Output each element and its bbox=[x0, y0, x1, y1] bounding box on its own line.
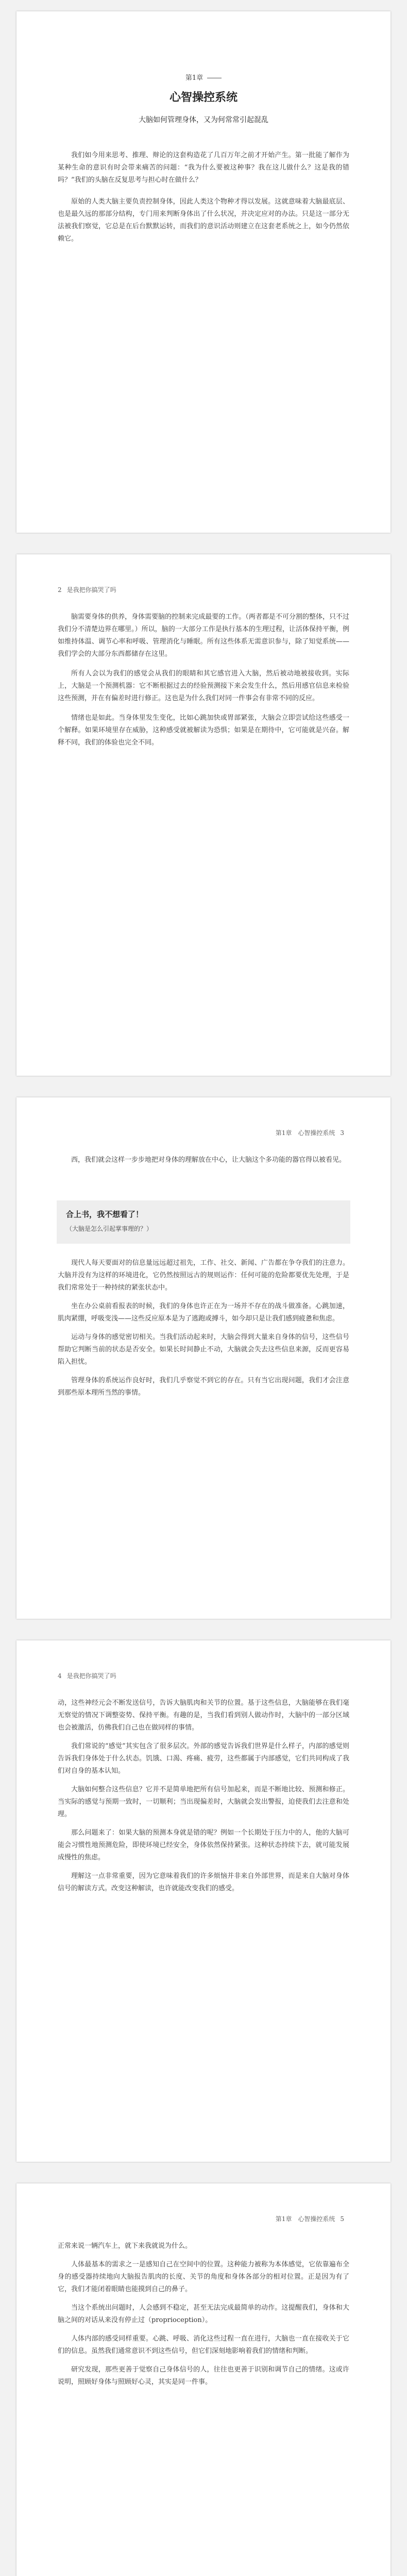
page-number: 2 bbox=[58, 586, 62, 594]
paragraph: 正常来说一辆汽车上，就下来我就说为什么。 bbox=[58, 2242, 192, 2250]
paragraph: 原始的人类大脑主要负责控制身体，因此人类这个物种才得以发展。这就意味着大脑最底层、也是最久远的那部分结构，专门用来判断身体出了什么状况，并决定应对的办法。只是这一部分无法被我们察觉，它总是在后台默默运转，而我们的意识活动则建立在这套老系统之上，如今仍然依赖它。 bbox=[58, 198, 349, 243]
page-3-body bbox=[58, 1257, 349, 1399]
paragraph: 动，这些神经元会不断发送信号，告诉大脑肌肉和关节的位置。基于这些信息，大脑能够在我们毫无察觉的情况下调整姿势、保持平衡。有趣的是，当我们看到别人做动作时，大脑中的一部分区域也会被激活，仿佛我们自己也在做同样的事情。 bbox=[58, 1699, 349, 1732]
section-box bbox=[57, 1200, 350, 1244]
running-header bbox=[58, 1128, 349, 1137]
page-5-body bbox=[58, 2240, 349, 2388]
page-3-intro bbox=[58, 1154, 349, 1166]
running-title: 第1章 心智操控系统 bbox=[275, 2215, 335, 2223]
running-title: 是我把你搞哭了吗 bbox=[66, 1672, 116, 1680]
paragraph: 理解这一点非常重要，因为它意味着我们的许多烦恼并非来自外部世界，而是来自大脑对身体信号的解读方式。改变这种解读，也许就能改变我们的感受。 bbox=[58, 1872, 349, 1892]
page-4 bbox=[16, 1640, 391, 2162]
paragraph: 现代人每天要面对的信息量远远超过祖先，工作、社交、新闻、广告都在争夺我们的注意力。大脑并没有为这样的环境进化，它仍然按照远古的规则运作：任何可能的危险都要优先处理，于是我们常常处于一种持续的紧张状态中。 bbox=[58, 1259, 349, 1292]
paragraph: 脑需要身体的供养，身体需要脑的控制来完成最要的工作。（两者都是不可分割的整体，只不过我们分不清楚边界在哪里。）所以，脑的一大部分工作是执行基本的生理过程，让活体保持平衡，例如维持体温、调节心率和呼吸、管理消化与睡眠。所有这些体系无需意识参与，除了知觉系统——我们学会的大部分东西都储存在这里。 bbox=[58, 613, 349, 658]
paragraph: 运动与身体的感觉密切相关。当我们活动起来时，大脑会得到大量来自身体的信号，这些信号帮助它判断当前的状态是否安全。如果长时间静止不动，大脑就会失去这些信息来源，反而更容易陷入担忧。 bbox=[58, 1333, 349, 1366]
paragraph: 当这个系统出问题时，人会感到不稳定，甚至无法完成最简单的动作。这提醒我们，身体和大脑之间的对话从来没有停止过（proprioception）。 bbox=[58, 2304, 349, 2324]
page-number: 3 bbox=[340, 1129, 344, 1137]
page-number: 4 bbox=[58, 1672, 62, 1680]
paragraph: 我们常说的“感觉”其实包含了很多层次。外部的感觉告诉我们世界是什么样子，内部的感觉则告诉我们身体处于什么状态。饥饿、口渴、疼痛、疲劳，这些都属于内部感觉，它们共同构成了我们对自身的基本认知。 bbox=[58, 1742, 349, 1775]
running-header bbox=[58, 585, 349, 594]
paragraph: 大脑如何整合这些信息？它并不是简单地把所有信号加起来，而是不断地比较、预测和修正。当实际的感觉与预期一致时，一切顺利；当出现偏差时，大脑就会发出警报，迫使我们去注意和处理。 bbox=[58, 1786, 349, 1818]
page-4-body bbox=[58, 1697, 349, 1895]
paragraph: 我们如今用来思考、推理、辩论的这套构造花了几百万年之前才开始产生。第一批能了解作为某种生命的意识有时会带来痛苦的问题：“我为什么要被这种事？我在这儿做什么？这是我的错吗？”我们的头脑在反复思考与担心时在做什么？ bbox=[58, 151, 349, 184]
page-3 bbox=[16, 1097, 391, 1619]
chapter-subtitle: 大脑如何管理身体，又为何常常引起混乱 bbox=[139, 116, 268, 124]
paragraph: 管理身体的系统运作良好时，我们几乎察觉不到它的存在。只有当它出现问题，我们才会注意到那些原本理所当然的事情。 bbox=[58, 1377, 349, 1397]
running-title: 第1章 心智操控系统 bbox=[275, 1129, 335, 1137]
page-2-body bbox=[58, 611, 349, 749]
paragraph: 坐在办公桌前看报表的时候，我们的身体也许正在为一场并不存在的战斗做准备。心跳加速，肌肉紧绷，呼吸变浅——这些反应原本是为了逃跑或搏斗，如今却只是让我们感到疲惫和焦虑。 bbox=[58, 1302, 349, 1323]
page-1 bbox=[16, 11, 391, 533]
paragraph: 情绪也是如此。当身体里发生变化，比如心跳加快或胃部紧张，大脑会立即尝试给这些感受一个解释。如果环境里存在威胁，这种感受就被解读为恐惧；如果是在期待中，它可能就是兴奋。解释不同，我们的体验也完全不同。 bbox=[58, 714, 349, 747]
page-2 bbox=[16, 554, 391, 1076]
paragraph: 那么问题来了：如果大脑的预测本身就是错的呢？例如一个长期处于压力中的人，他的大脑可能会习惯性地预测危险，即使环境已经安全，身体依然保持紧张。这种状态持续下去，就可能发展成慢性的焦虑。 bbox=[58, 1829, 349, 1861]
running-title: 是我把你搞哭了吗 bbox=[66, 586, 116, 594]
paragraph: 人体最基本的需求之一是感知自己在空间中的位置。这种能力被称为本体感觉，它依靠遍布全身的感受器持续地向大脑报告肌肉的长度、关节的角度和身体各部分的相对位置。正是因为有了它，我们才能闭着眼睛也能摸到自己的鼻子。 bbox=[58, 2261, 349, 2293]
running-header bbox=[58, 2214, 349, 2223]
chapter-title: 心智操控系统 bbox=[169, 91, 238, 104]
paragraph: 研究发现，那些更善于觉察自己身体信号的人，往往也更善于识别和调节自己的情绪。这或许说明，照顾好身体与照顾好心灵，其实是同一件事。 bbox=[58, 2366, 349, 2386]
section-subtitle: （大脑是怎么引起掌事理的？） bbox=[66, 1225, 153, 1232]
paragraph: 所有人会以为我们的感觉会从我们的眼睛和其它感官进入大脑，然后被动地被接收到。实际上，大脑是一个预测机器：它不断根据过去的经验预测接下来会发生什么，然后用感官信息来检验这些预测，并在有偏差时进行修正。这也是为什么我们对同一件事会有非常不同的反应。 bbox=[58, 670, 349, 702]
section-title: 合上书，我不想看了！ bbox=[66, 1210, 144, 1219]
paragraph: 人体内部的感受同样重要。心跳、呼吸、消化这些过程一直在进行，大脑也一直在接收关于它们的信息。虽然我们通常意识不到这些信号，但它们深刻地影响着我们的情绪和判断。 bbox=[58, 2335, 349, 2355]
page-5 bbox=[16, 2183, 391, 2576]
running-header bbox=[58, 1671, 349, 1680]
page-number: 5 bbox=[340, 2215, 344, 2223]
page-1-body bbox=[58, 149, 349, 245]
paragraph: 西，我们就会这样一步步地把对身体的理解放在中心，让大脑这个多功能的器官得以被看见。 bbox=[71, 1156, 346, 1164]
chapter-number: 第1章 bbox=[16, 72, 391, 82]
